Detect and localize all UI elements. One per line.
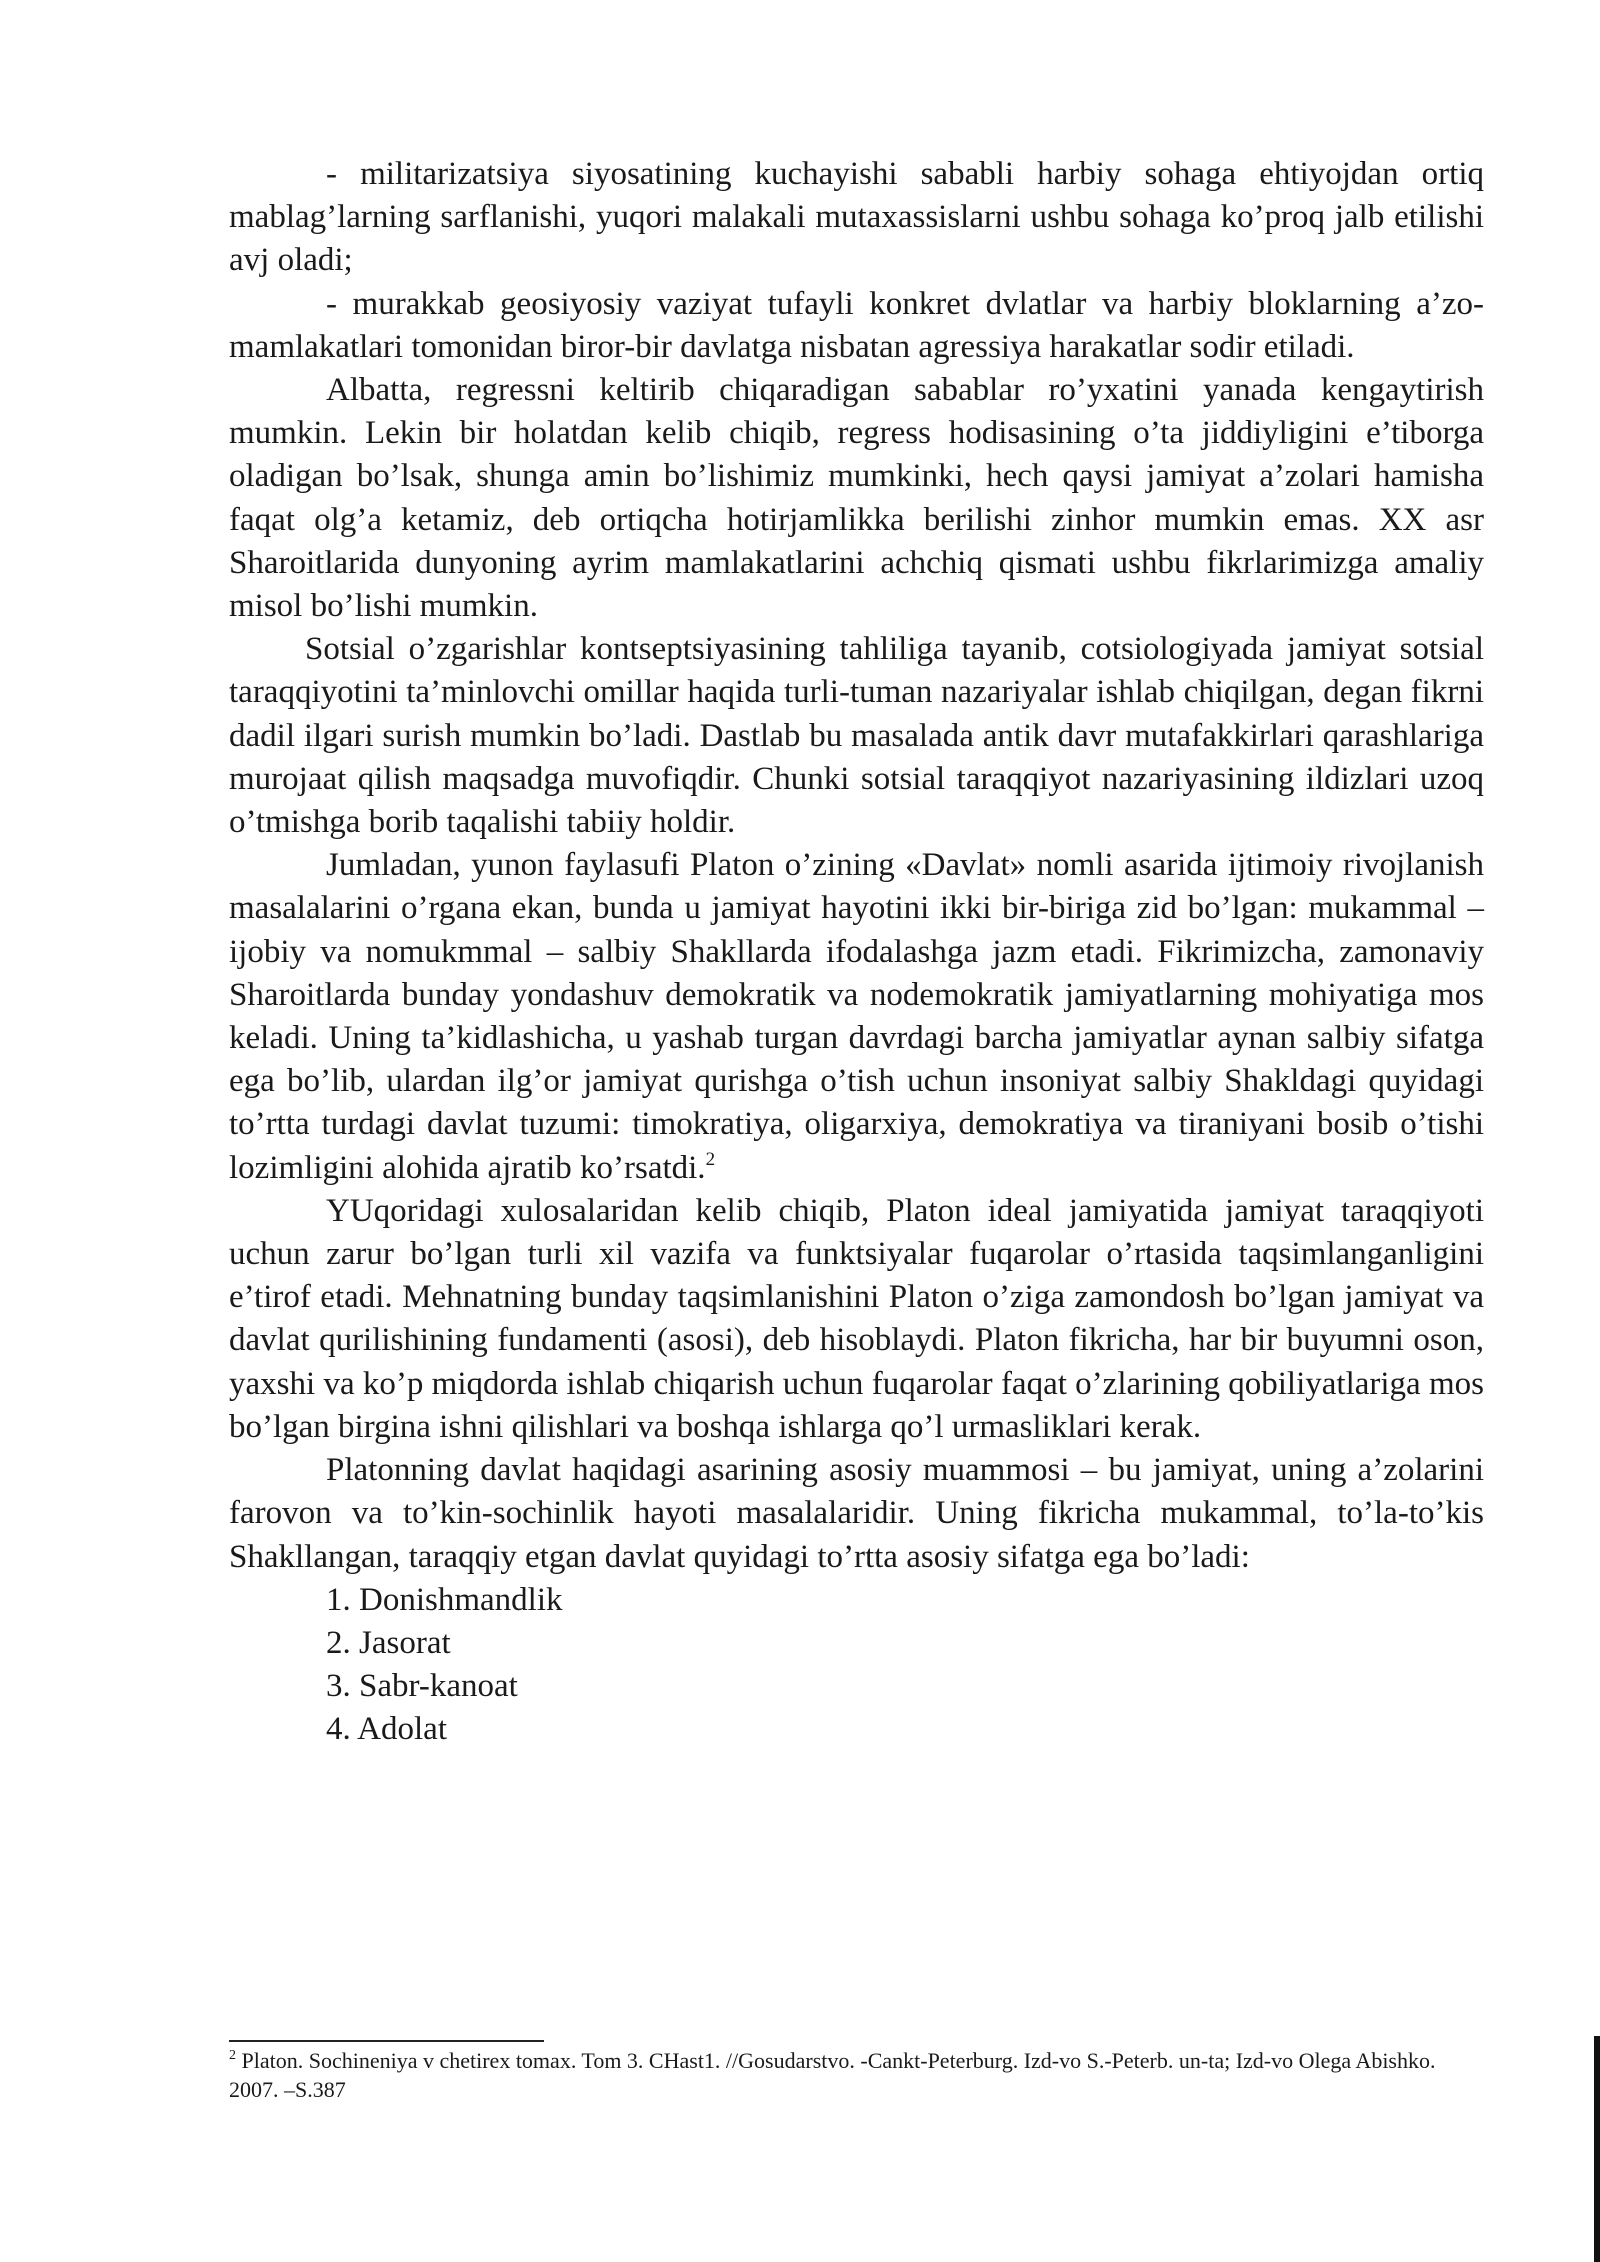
- list-item: 3. Sabr-kanoat: [326, 1668, 518, 1705]
- paragraph-regress: Albatta, regressni keltirib chiqaradigan sabablar ro’yxatini yanada kengaytirish mumkin. Lekin bir holatdan kelib chiqib, regress hodisasining o’ta jiddiyligini e’tiborga oladigan bo’lsak, shunga amin bo’lishimiz mumkinki, hech qaysi jamiyat a’zolari hamisha faqat olg’a ketamiz, deb ortiqcha hotirjamlikka berilishi zinhor mumkin emas. XX asr Sharoitlarida dunyoning ayrim mamlakatlarini achchiq qismati ushbu fikrlarimizga amaliy misol bo’lishi mumkin.: [229, 372, 1484, 625]
- paragraph-militarization: - militarizatsiya siyosatining kuchayishi sababli harbiy sohaga ehtiyojdan ortiq mablag’larning sarflanishi, yuqori malakali mutaxassislarni ushbu sohaga ko’proq jalb etilishi avj oladi;: [229, 156, 1484, 279]
- margin-bar: [1594, 2036, 1600, 2262]
- footnote-reference[interactable]: 2: [705, 1148, 716, 1170]
- footnote: [229, 2046, 1484, 2104]
- paragraph-division-of-labor: YUqoridagi xulosalaridan kelib chiqib, Platon ideal jamiyatida jamiyat taraqqiyoti uchun zarur bo’lgan turli xil vazifa va funktsiyalar fuqarolar o’rtasida taqsimlanganligini e’tirof etadi. Mehnatning bunday taqsimlanishini Platon o’ziga zamondosh bo’lgan jamiyat va davlat qurilishining fundamenti (asosi), deb hisoblaydi. Platon fikricha, har bir buyumni oson, yaxshi va ko’p miqdorda ishlab chiqarish uchun fuqarolar faqat o’zlarining qobiliyatlariga mos bo’lgan birgina ishni qilishlari va boshqa ishlarga qo’l urmasliklari kerak.: [229, 1192, 1484, 1445]
- footnote-text: Platon. Sochineniya v chetirex tomax. Tom 3. CHast1. //Gosudarstvo. -Cankt-Peterburg. Izd-vo S.-Peterb. un-ta; Izd-vo Olega Abishko. 2007. –S.387: [229, 2048, 1436, 2102]
- footnote-marker: 2: [229, 2048, 236, 2063]
- list-item: 4. Adolat: [326, 1711, 447, 1748]
- paragraph-platon-state-text: Jumladan, yunon faylasufi Platon o’zining «Davlat» nomli asarida ijtimoiy rivojlanish masalalarini o’rgana ekan, bunda u jamiyat hayotini ikki bir-biriga zid bo’lgan: mukammal – ijobiy va nomukmmal – salbiy Shakllarda ifodalashga jazm etadi. Fikrimizcha, zamonaviy Sharoitlarda bunday yondashuv demokratik va nodemokratik jamiyatlarning mohiyatiga mos keladi. Uning ta’kidlashicha, u yashab turgan davrdagi barcha jamiyatlar aynan salbiy sifatga ega bo’lib, ulardan ilg’or jamiyat qurishga o’tish uchun insoniyat salbiy Shakldagi quyidagi to’rtta turdagi davlat tuzumi: timokratiya, oligarxiya, demokratiya va tiraniyani bosib o’tishi lozimligini alohida ajratib ko’rsatdi.: [229, 847, 1484, 1186]
- paragraph-social-change: Sotsial o’zgarishlar kontseptsiyasining tahliliga tayanib, cotsiologiyada jamiyat sotsial taraqqiyotini ta’minlovchi omillar haqida turli-tuman nazariyalar ishlab chiqilgan, degan fikrni dadil ilgari surish mumkin bo’ladi. Dastlab bu masalada antik davr mutafakkirlari qarashlariga murojaat qilish maqsadga muvofiqdir. Chunki sotsial taraqqiyot nazariyasining ildizlari uzoq o’tmishga borib taqalishi tabiiy holdir.: [229, 631, 1484, 841]
- qualities-list: [229, 1579, 1484, 1752]
- paragraph-geopolitics: - murakkab geosiyosiy vaziyat tufayli konkret dvlatlar va harbiy bloklarning a’zo-mamlakatlari tomonidan biror-bir davlatga nisbatan agressiya harakatlar sodir etiladi.: [229, 285, 1484, 365]
- list-item: 2. Jasorat: [326, 1624, 451, 1661]
- body-text: [229, 153, 1484, 1752]
- paragraph-platon-state: [229, 844, 1484, 1190]
- footnote-separator: [229, 2040, 544, 2042]
- paragraph-platon-qualities: Platonning davlat haqidagi asarining asosiy muammosi – bu jamiyat, uning a’zolarini farovon va to’kin-sochinlik hayoti masalalaridir. Uning fikricha mukammal, to’la-to’kis Shakllangan, taraqqiy etgan davlat quyidagi to’rtta asosiy sifatga ega bo’ladi:: [229, 1452, 1484, 1575]
- list-item: 1. Donishmandlik: [326, 1581, 563, 1618]
